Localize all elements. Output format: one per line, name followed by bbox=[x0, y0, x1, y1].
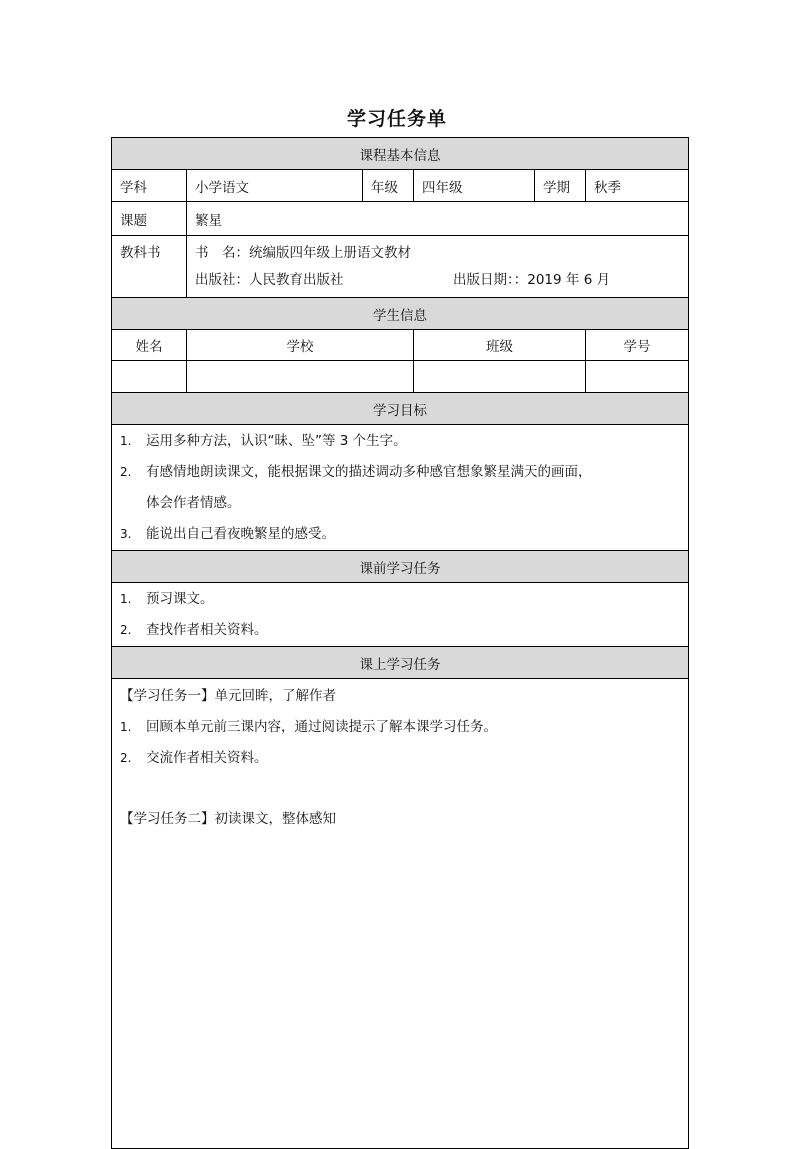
task-one-item: 2. 交流作者相关资料。 bbox=[120, 750, 268, 766]
textbook-label: 教科书 bbox=[112, 236, 187, 298]
objective-item-continued: 体会作者情感。 bbox=[146, 495, 241, 511]
student-school-cell[interactable] bbox=[187, 361, 414, 393]
subject-label: 学科 bbox=[112, 170, 187, 202]
page-title: 学习任务单 bbox=[346, 108, 447, 130]
student-name-cell[interactable] bbox=[112, 361, 187, 393]
task-sheet-table bbox=[111, 137, 689, 1149]
objective-item: 3. 能说出自己看夜晚繁星的感受。 bbox=[120, 526, 335, 542]
term-label: 学期 bbox=[535, 170, 586, 202]
subject-value: 小学语文 bbox=[187, 170, 363, 202]
student-class-header: 班级 bbox=[414, 330, 586, 361]
grade-value: 四年级 bbox=[414, 170, 535, 202]
objectives-list bbox=[112, 425, 689, 551]
pre-tasks-list bbox=[112, 583, 689, 647]
pre-task-item: 1. 预习课文。 bbox=[120, 591, 214, 607]
section-header-course-info: 课程基本信息 bbox=[112, 138, 689, 170]
section-header-objectives: 学习目标 bbox=[112, 393, 689, 425]
task-one-title: 【学习任务一】单元回眸，了解作者 bbox=[120, 688, 336, 704]
objective-item: 2. 有感情地朗读课文，能根据课文的描述调动多种感官想象繁星满天的画面， bbox=[120, 464, 592, 480]
pre-task-item: 2. 查找作者相关资料。 bbox=[120, 622, 268, 638]
pub-date-line: 出版日期：：2019 年 6 月 bbox=[453, 272, 611, 288]
textbook-info bbox=[187, 236, 689, 298]
topic-value: 繁星 bbox=[187, 202, 689, 236]
student-class-cell[interactable] bbox=[414, 361, 586, 393]
objective-item: 1. 运用多种方法，认识“昧、坠”等 3 个生字。 bbox=[120, 433, 407, 449]
topic-label: 课题 bbox=[112, 202, 187, 236]
student-name-header: 姓名 bbox=[112, 330, 187, 361]
in-class-tasks bbox=[112, 679, 689, 1149]
task-one-item: 1. 回顾本单元前三课内容，通过阅读提示了解本课学习任务。 bbox=[120, 719, 497, 735]
student-id-header: 学号 bbox=[586, 330, 689, 361]
term-value: 秋季 bbox=[586, 170, 689, 202]
publisher-line: 出版社：人民教育出版社 bbox=[195, 272, 344, 288]
student-school-header: 学校 bbox=[187, 330, 414, 361]
section-header-in-class-tasks: 课上学习任务 bbox=[112, 647, 689, 679]
task-two-title: 【学习任务二】初读课文，整体感知 bbox=[120, 811, 336, 827]
student-id-cell[interactable] bbox=[586, 361, 689, 393]
section-header-pre-tasks: 课前学习任务 bbox=[112, 551, 689, 583]
section-header-student-info: 学生信息 bbox=[112, 298, 689, 330]
book-name-line: 书 名：统编版四年级上册语文教材 bbox=[195, 245, 411, 261]
grade-label: 年级 bbox=[363, 170, 414, 202]
